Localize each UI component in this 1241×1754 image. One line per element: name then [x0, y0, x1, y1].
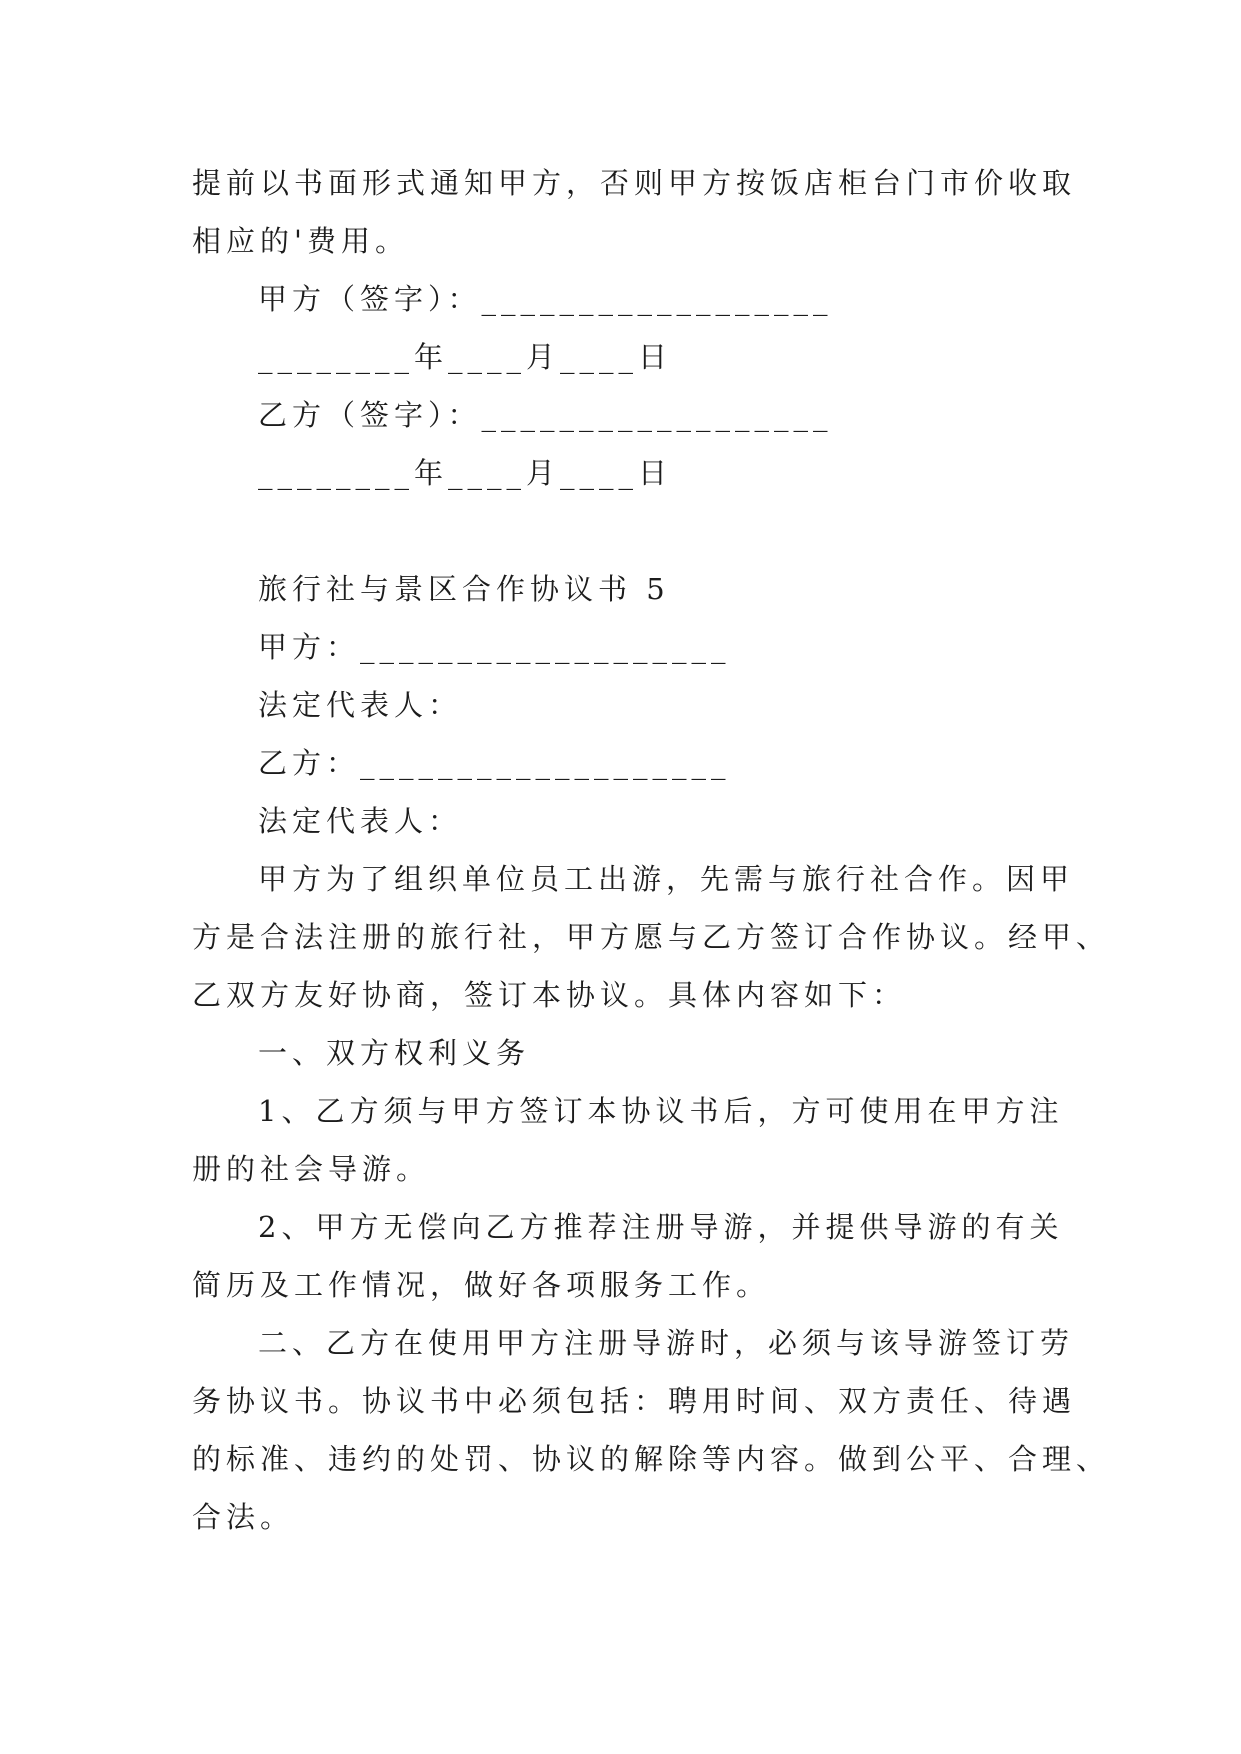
- clause-line: 简历及工作情况，做好各项服务工作。: [192, 1268, 771, 1302]
- clause-line: 合法。: [192, 1500, 295, 1534]
- paragraph-line: 乙双方友好协商，签订本协议。具体内容如下：: [192, 978, 907, 1012]
- party-a-date-line: ________年____月____日: [258, 340, 673, 374]
- clause-line: 的标准、违约的处罚、协议的解除等内容。做到公平、合理、: [192, 1442, 1111, 1476]
- paragraph-line: 方是合法注册的旅行社，甲方愿与乙方签订合作协议。经甲、: [192, 920, 1111, 954]
- clause-line: 二、乙方在使用甲方注册导游时，必须与该导游签订劳: [258, 1326, 1075, 1360]
- clause-line: 2、甲方无偿向乙方推荐注册导游，并提供导游的有关: [258, 1210, 1064, 1244]
- paragraph-continuation-line: 提前以书面形式通知甲方，否则甲方按饭店柜台门市价收取: [192, 166, 1077, 200]
- party-b-signature-line: 乙方（签字）：__________________: [258, 398, 833, 432]
- party-a-representative-field: 法定代表人：: [258, 688, 463, 722]
- clause-line: 册的社会导游。: [192, 1152, 431, 1186]
- party-a-signature-line: 甲方（签字）：__________________: [258, 282, 833, 316]
- section-title: 旅行社与景区合作协议书 5: [258, 572, 670, 606]
- party-b-representative-field: 法定代表人：: [258, 804, 463, 838]
- clause-line: 务协议书。协议书中必须包括：聘用时间、双方责任、待遇: [192, 1384, 1077, 1418]
- clause-heading: 一、双方权利义务: [258, 1036, 531, 1070]
- clause-line: 1、乙方须与甲方签订本协议书后，方可使用在甲方注: [258, 1094, 1064, 1128]
- party-a-field: 甲方：___________________: [258, 630, 731, 664]
- party-b-date-line: ________年____月____日: [258, 456, 673, 490]
- paragraph-line: 甲方为了组织单位员工出游，先需与旅行社合作。因甲: [258, 862, 1075, 896]
- party-b-field: 乙方：___________________: [258, 746, 731, 780]
- paragraph-continuation-line: 相应的'费用。: [192, 224, 409, 258]
